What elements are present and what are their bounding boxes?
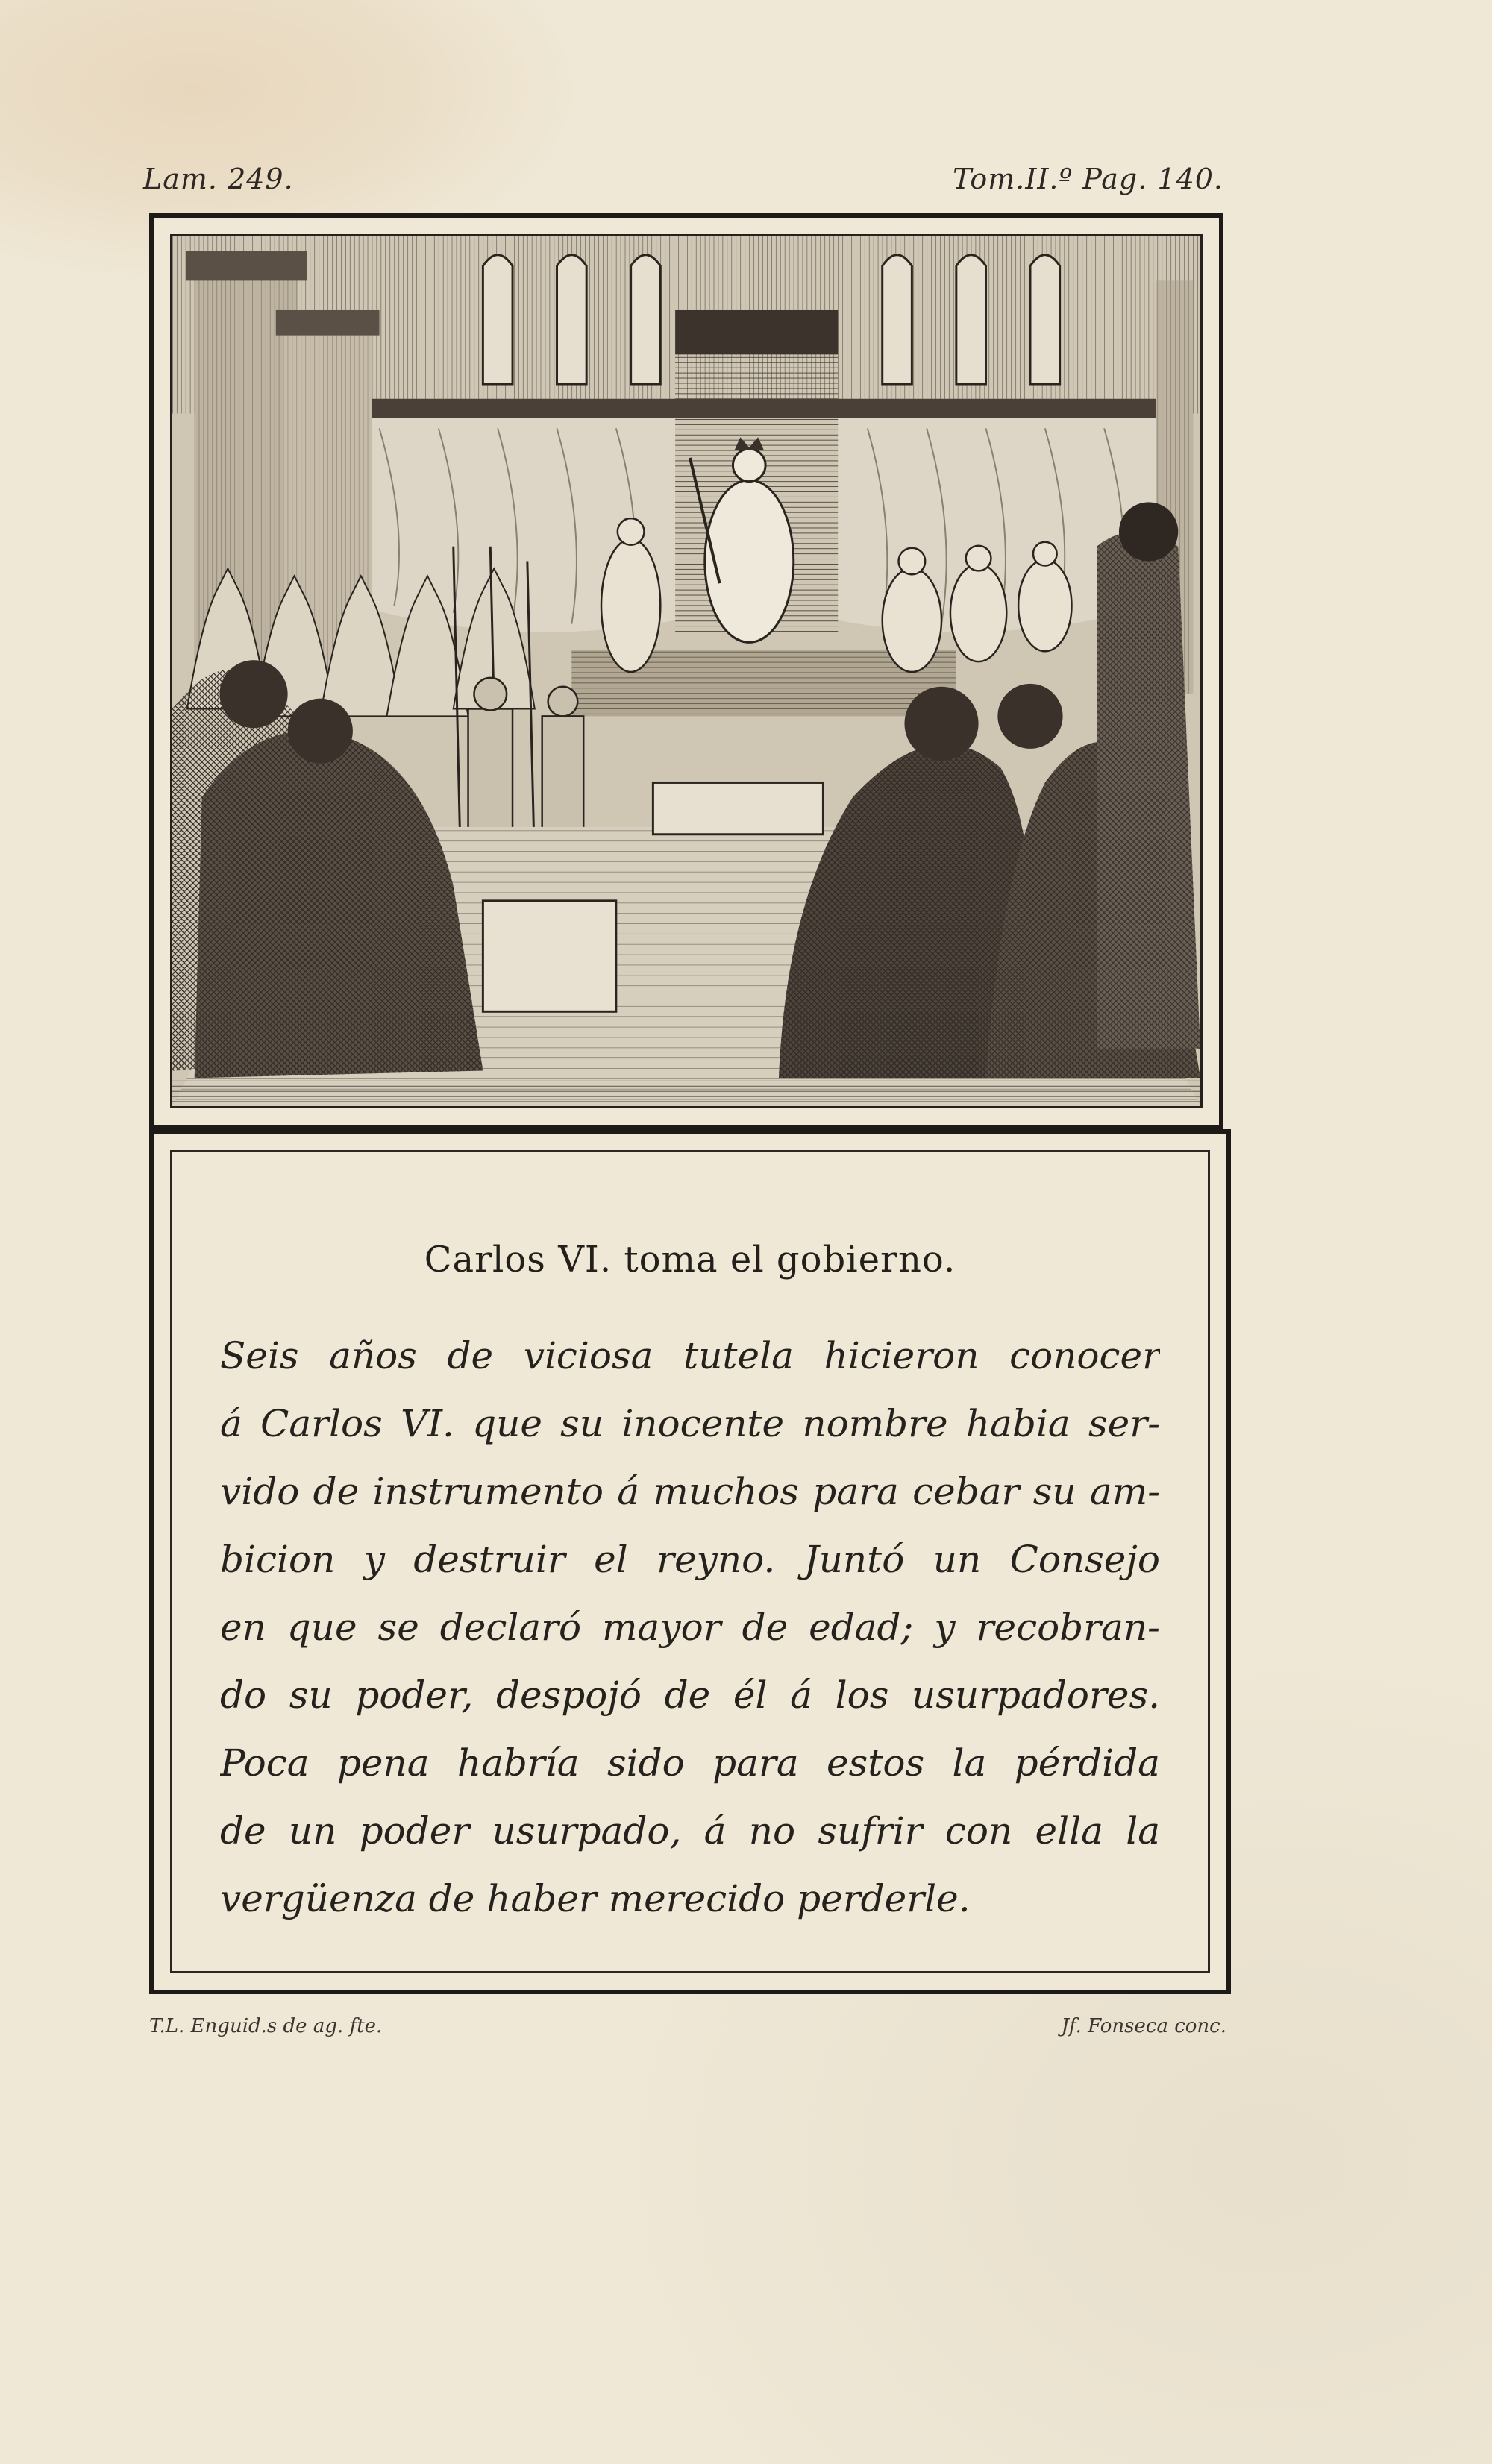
caption-line: á Carlos VI. que su inocente nombre habia ser- — [220, 1402, 1160, 1445]
engraver-credit: T.L. Enguid.s de ag. fte. — [149, 2015, 383, 2037]
engraving-svg — [172, 236, 1200, 1106]
caption-frame — [149, 1129, 1231, 1994]
caption-line: en que se declaró mayor de edad; y recobran- — [220, 1606, 1160, 1649]
caption-line: de un poder usurpado, á no sufrir con ella la — [220, 1809, 1160, 1852]
finisher-credit: Jf. Fonseca conc. — [1061, 2015, 1226, 2037]
caption-line: bicion y destruir el reyno. Juntó un Consejo — [220, 1538, 1160, 1581]
caption-line: do su poder, despojó de él á los usurpadores. — [220, 1673, 1160, 1717]
caption-inner-border — [170, 1150, 1210, 1973]
caption-body — [220, 1322, 1160, 1933]
caption-line: Poca pena habría sido para estos la pérdida — [220, 1741, 1160, 1785]
caption-line: vido de instrumento á muchos para cebar su am- — [220, 1470, 1160, 1513]
engraving-council-scene-icon — [170, 234, 1203, 1108]
illustration-frame — [149, 213, 1223, 1129]
volume-page-reference: Tom.II.º Pag. 140. — [952, 163, 1223, 195]
caption-line: vergüenza de haber merecido perderle. — [220, 1877, 971, 1920]
plate-number: Lam. 249. — [143, 163, 294, 195]
caption-line: Seis años de viciosa tutela hicieron conocer — [220, 1334, 1160, 1377]
caption-title: Carlos VI. toma el gobierno. — [424, 1239, 956, 1280]
